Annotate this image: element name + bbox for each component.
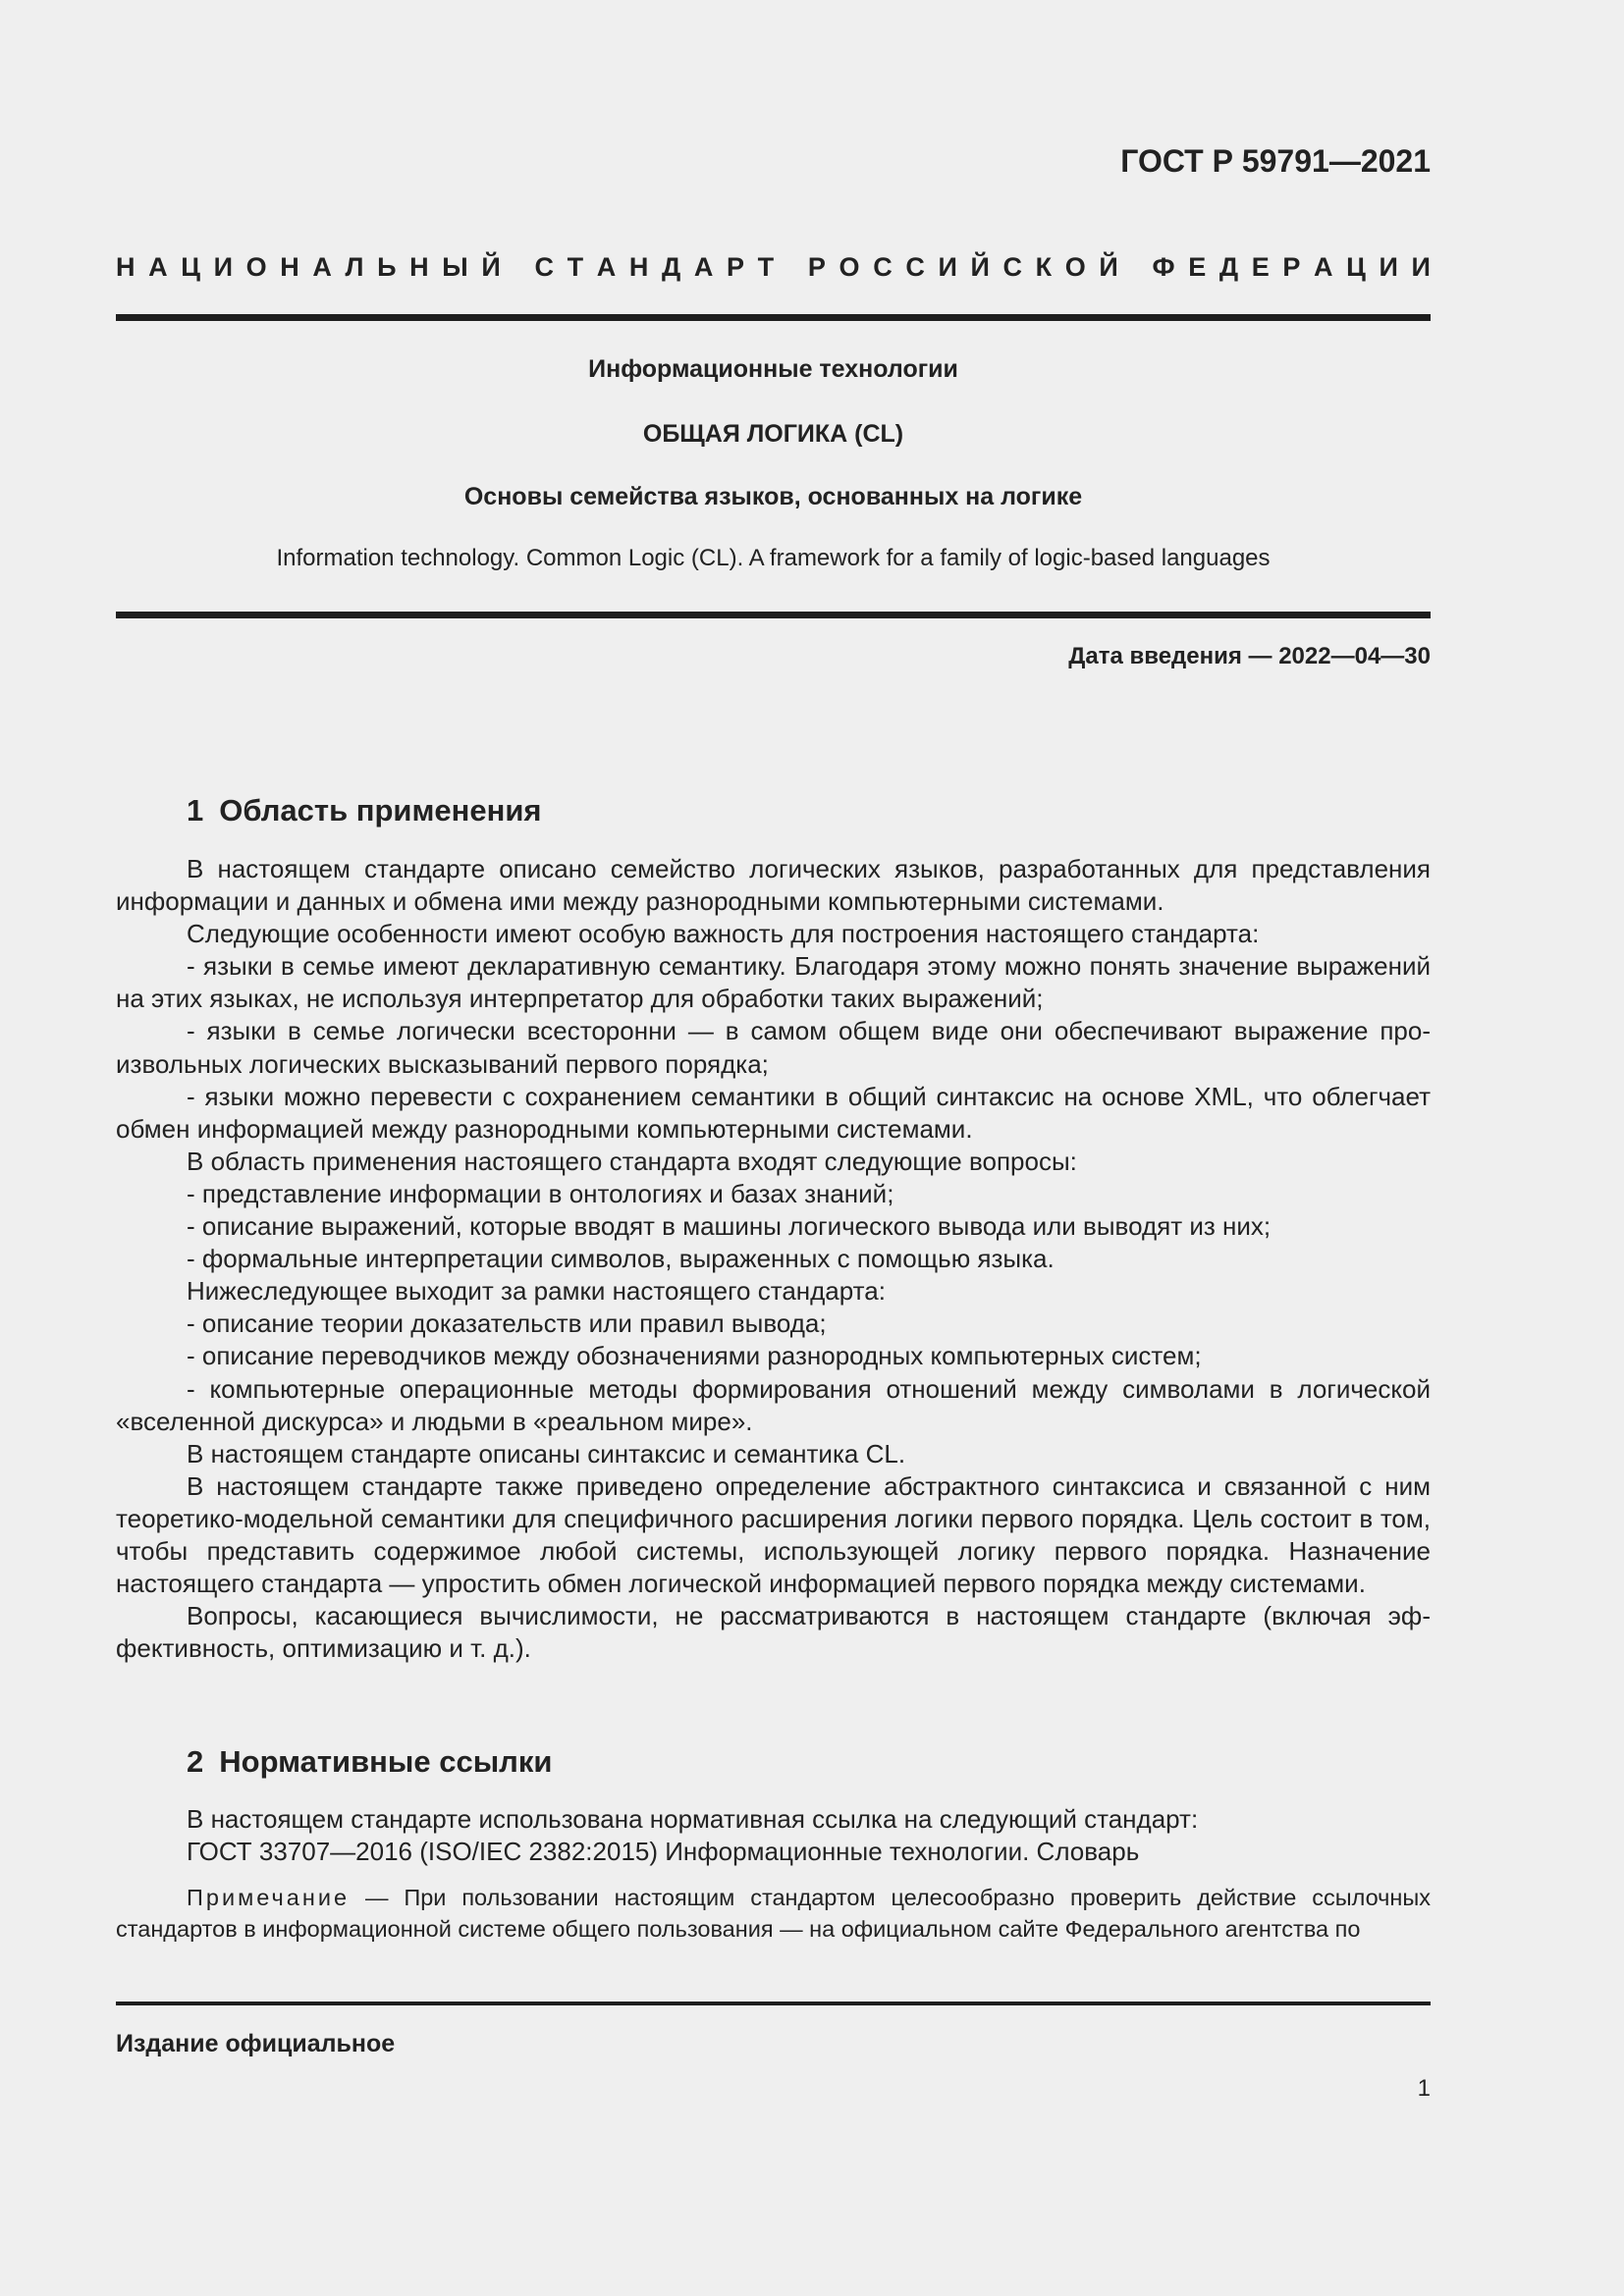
note-text: — При пользовании настоящим стандартом целесообразно проверить действие ссылочных стандартов в информационной системе общего пользования — на официальном сайте Федерального агентства по: [116, 1885, 1431, 1942]
paragraph: Следующие особенности имеют особую важность для построения настоящего стандарта:: [187, 919, 1260, 949]
list-item: - формальные интерпретации символов, выраженных с помощью языка.: [187, 1244, 1055, 1274]
paragraph: Нижеследующее выходит за рамки настоящего стандарта:: [187, 1276, 886, 1307]
header-divider-top: [116, 314, 1431, 321]
section-1-body: [116, 853, 1431, 1665]
reference-item: ГОСТ 33707—2016 (ISO/IEC 2382:2015) Информационные технологии. Словарь: [187, 1837, 1140, 1867]
list-item: - языки можно перевести с сохранением семантики в общий синтаксис на основе XML, что облегчает обмен информацией между разнородными компьютерными системами.: [116, 1081, 1431, 1144]
list-item: - языки в семье имеют декларативную семантику. Благодаря этому можно понять значение выражений на этих языках, не используя интерпретатор для обработки таких выражений;: [116, 951, 1431, 1014]
page-number: 1: [1417, 2075, 1431, 2102]
list-item: - описание выражений, которые вводят в машины логического вывода или выводят из них;: [187, 1211, 1272, 1242]
list-item: - языки в семье логически всесторонни — в самом общем виде они обеспечивают выражение произвольных логических высказываний первого порядка;: [116, 1016, 1431, 1079]
paragraph: В настоящем стандарте описаны синтаксис и семантика CL.: [187, 1438, 906, 1468]
note-label: Примечание: [187, 1885, 351, 1910]
national-standard-title: Н А Ц И О Н А Л Ь Н Ы Й С Т А Н Д А Р Т Р О С С И Й С К О Й Ф Е Д Е Р А Ц И И: [116, 252, 1431, 282]
section-1-number: 1: [187, 793, 204, 828]
official-edition: Издание официальное: [116, 2030, 396, 2057]
section-2-title: Нормативные ссылки: [219, 1744, 553, 1779]
header-divider-bottom: [116, 612, 1431, 618]
english-title: Information technology. Common Logic (CL). A framework for a family of logic-based languages: [276, 545, 1271, 571]
list-item: - компьютерные операционные методы формирования отношений между символами в логической «вселенной дискурса» и людьми в «реальном мире».: [116, 1373, 1431, 1436]
gost-code: ГОСТ Р 59791—2021: [1120, 143, 1431, 179]
paragraph: В настоящем стандарте также приведено определение абстрактного синтаксиса и связанной с ним теоретико-модельной семантики для специфичного расширения логики первого порядка. Цель состоит в том, чтобы представить содержимое любой системы, использующей логику первого порядка. Назначение настоящего стандарта — упростить обмен логической информацией первого порядка между системами.: [116, 1470, 1431, 1599]
title-line-2: ОБЩАЯ ЛОГИКА (CL): [642, 420, 904, 448]
section-2-body: [116, 1803, 1431, 1868]
paragraph: В настоящем стандарте использована нормативная ссылка на следующий стандарт:: [187, 1804, 1199, 1834]
title-line-1: Информационные технологии: [588, 355, 958, 383]
section-1-heading: [187, 793, 542, 828]
paragraph: В настоящем стандарте описано семейство логических языков, разработанных для представления информации и данных и обмена ими между разнородными компьютерными системами.: [116, 854, 1431, 917]
introduction-date: Дата введения — 2022—04—30: [1068, 643, 1431, 669]
list-item: - представление информации в онтологиях и базах знаний;: [187, 1178, 894, 1208]
list-item: - описание переводчиков между обозначениями разнородных компьютерных систем;: [187, 1341, 1202, 1371]
section-2-number: 2: [187, 1744, 204, 1779]
section-2-heading: [187, 1744, 552, 1780]
note: [116, 1882, 1431, 1945]
paragraph: Вопросы, касающиеся вычислимости, не рассматриваются в настоящем стандарте (включая эффективность, оптимизацию и т. д.).: [116, 1601, 1431, 1664]
title-line-3: Основы семейства языков, основанных на логике: [463, 483, 1083, 510]
paragraph: В область применения настоящего стандарта входят следующие вопросы:: [187, 1146, 1077, 1176]
list-item: - описание теории доказательств или правил вывода;: [187, 1308, 827, 1339]
footer-divider: [116, 2002, 1431, 2005]
section-1-title: Область применения: [219, 793, 542, 828]
